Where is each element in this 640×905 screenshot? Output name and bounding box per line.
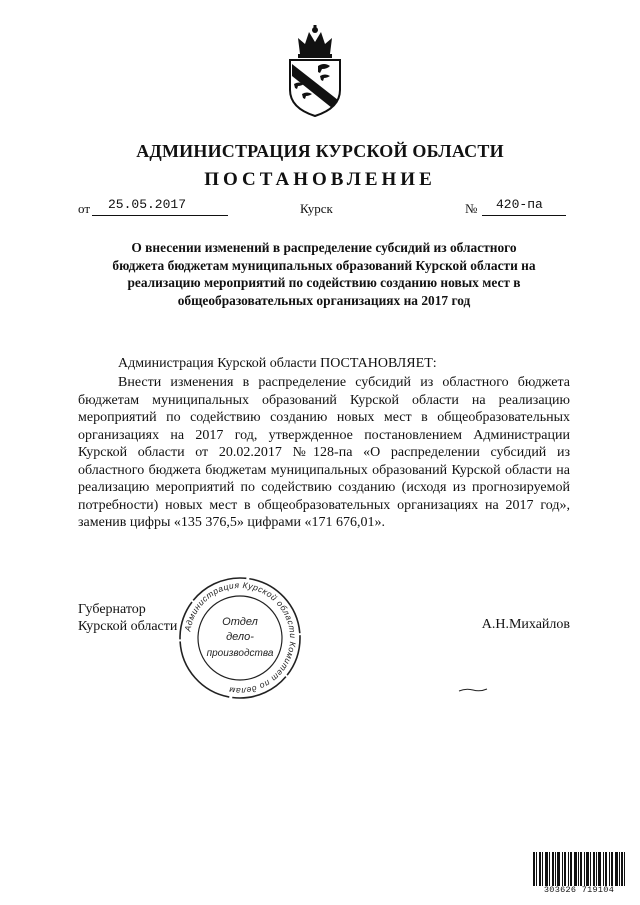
body-paragraph: Внести изменения в распределение субсидий из областного бюджета бюджетам муниципальных образований Курской области на реализацию мероприятий по содействию созданию новых мест в общеобразовательных организациях на 2017 год, утвержденное постановлением Администрации Курской области от 20.02.2017 №128-па «О распределении субсидий из областного бюджета бюджетам муниципальных образований Курской области на реализацию мероприятий по содействию созданию (исходя из прогнозируемой потребности) новых мест в общеобразовательных организациях на 2017 год», заменив цифры «135 376,5» цифрами «171 676,01». <box>78 375 570 530</box>
heading-line: реализацию мероприятий по содействию созданию новых мест в <box>127 275 521 291</box>
heading-line: О внесении изменений в распределение субсидий из областного <box>131 240 517 255</box>
signer-name: А.Н.Михайлов <box>481 617 570 632</box>
stamp-center-line: Отдел <box>222 616 258 628</box>
date-prefix: от <box>78 201 91 216</box>
document-date: 25.05.2017 <box>92 197 228 216</box>
stamp-center-line: дело- <box>226 631 254 643</box>
stamp-center-line: производства <box>206 648 274 659</box>
number-prefix: № <box>465 201 478 216</box>
barcode <box>533 852 625 896</box>
heading-line: общеобразовательных организациях на 2017 год <box>177 292 471 308</box>
heading-line: бюджета бюджетам муниципальных образований Курской области на <box>112 257 536 273</box>
coat-of-arms-emblem <box>280 24 350 120</box>
document-number: 420-па <box>482 197 566 216</box>
document-heading <box>78 239 570 309</box>
signature-mark <box>458 685 488 695</box>
stamp-ring-text: Администрация Курской области Комитет по делам <box>182 579 299 697</box>
barcode-number: 303626 719104 <box>543 885 615 895</box>
signer-title <box>78 601 177 635</box>
document-type-title: ПОСТАНОВЛЕНИЕ <box>204 169 436 190</box>
barcode-bars <box>533 852 625 886</box>
date-number-row <box>78 198 570 220</box>
signer-title-line: Курской области <box>78 619 178 634</box>
preamble-text: Администрация Курской области ПОСТАНОВЛЯЕТ: <box>118 356 437 371</box>
signer-title-line: Губернатор <box>78 602 146 617</box>
office-stamp <box>176 574 304 702</box>
document-city: Курск <box>300 201 333 216</box>
organization-title: АДМИНИСТРАЦИЯ КУРСКОЙ ОБЛАСТИ <box>136 141 504 161</box>
